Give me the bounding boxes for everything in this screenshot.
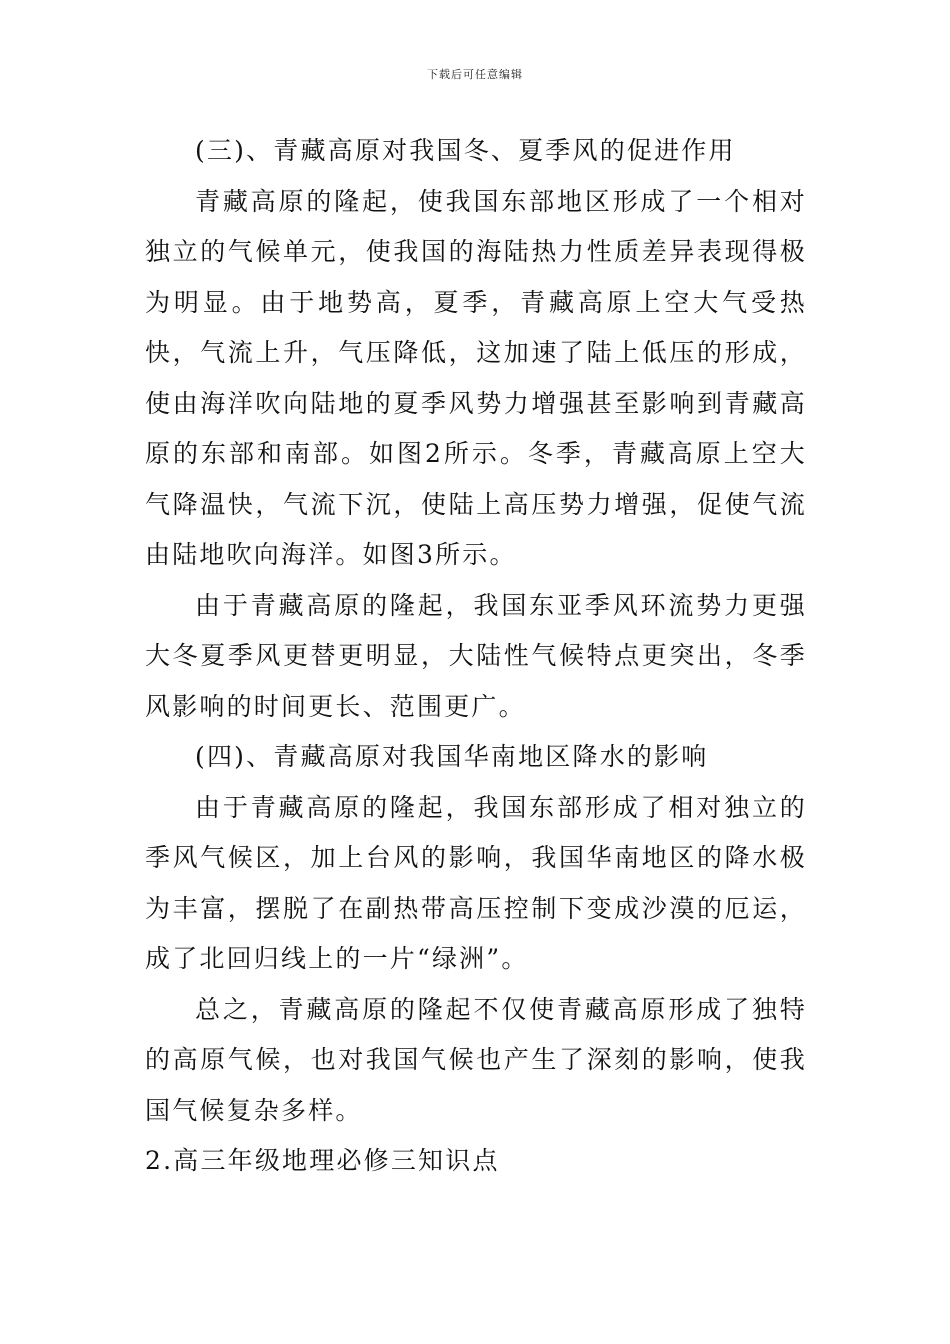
section-heading-3: (三)、青藏高原对我国冬、夏季风的促进作用 bbox=[195, 136, 736, 165]
paragraph-south-china-rainfall: 由于青藏高原的隆起，我国东部形成了相对独立的季风气候区，加上台风的影响，我国华南地区的降水极为丰富，摆脱了在副热带高压控制下变成沙漠的厄运，成了北回归线上的一片“绿洲”。 bbox=[145, 792, 807, 973]
header-note: 下载后可任意编辑 bbox=[427, 68, 523, 81]
paragraph-plateau-uplift: 青藏高原的隆起，使我国东部地区形成了一个相对独立的气候单元，使我国的海陆热力性质差异表现得极为明显。由于地势高，夏季，青藏高原上空大气受热快，气流上升，气压降低，这加速了陆上低压的形成，使由海洋吹向陆地的夏季风势力增强甚至影响到青藏高原的东部和南部。如图2所示。冬季，青藏高原上空大气降温快，气流下沉，使陆上高压势力增强，促使气流由陆地吹向海洋。如图3所示。 bbox=[145, 186, 807, 569]
section-title-geography: 2.高三年级地理必修三知识点 bbox=[145, 1146, 500, 1175]
section-heading-4: (四)、青藏高原对我国华南地区降水的影响 bbox=[195, 742, 709, 771]
paragraph-conclusion: 总之，青藏高原的隆起不仅使青藏高原形成了独特的高原气候，也对我国气候也产生了深刻的影响，使我国气候复杂多样。 bbox=[145, 994, 807, 1125]
paragraph-monsoon-circulation: 由于青藏高原的隆起，我国东亚季风环流势力更强大冬夏季风更替更明显，大陆性气候特点更突出，冬季风影响的时间更长、范围更广。 bbox=[145, 590, 807, 721]
document-body bbox=[145, 126, 807, 1187]
